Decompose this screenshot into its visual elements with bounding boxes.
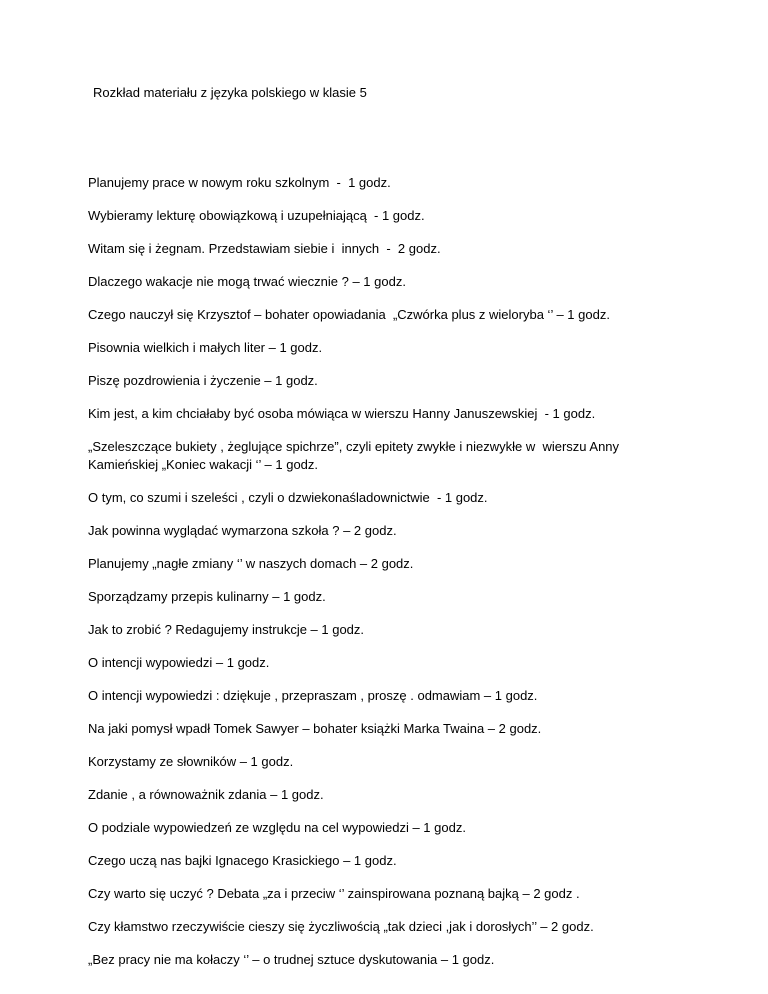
- lesson-item: O podziale wypowiedzeń ze względu na cel wypowiedzi – 1 godz.: [88, 820, 466, 835]
- lesson-item: Kim jest, a kim chciałaby być osoba mówiąca w wierszu Hanny Januszewskiej - 1 godz.: [88, 406, 596, 421]
- lesson-item: O intencji wypowiedzi : dziękuje , przepraszam , proszę . odmawiam – 1 godz.: [88, 688, 538, 703]
- lesson-item: Czy kłamstwo rzeczywiście cieszy się życzliwością „tak dzieci ,jak i dorosłych’’ – 2 godz.: [88, 919, 594, 934]
- lesson-item: Piszę pozdrowienia i życzenie – 1 godz.: [88, 373, 318, 388]
- lesson-item: Zdanie , a równoważnik zdania – 1 godz.: [88, 787, 324, 802]
- lesson-item: Czego uczą nas bajki Ignacego Krasickiego – 1 godz.: [88, 853, 397, 868]
- lesson-item: Witam się i żegnam. Przedstawiam siebie i innych - 2 godz.: [88, 241, 441, 256]
- lesson-item: Jak to zrobić ? Redagujemy instrukcje – 1 godz.: [88, 622, 365, 637]
- lesson-item: Czy warto się uczyć ? Debata „za i przeciw ‘’ zainspirowana poznaną bajką – 2 godz .: [88, 886, 580, 901]
- lesson-item: „Szeleszczące bukiety , żeglujące spichrze”, czyli epitety zwykłe i niezwykłe w wierszu Anny Kamieńskiej „Koniec wakacji ‘’ – 1 godz.: [88, 439, 623, 472]
- lesson-item: Sporządzamy przepis kulinarny – 1 godz.: [88, 589, 326, 604]
- lesson-item: Korzystamy ze słowników – 1 godz.: [88, 754, 294, 769]
- lesson-item: „Bez pracy nie ma kołaczy ‘’ – o trudnej sztuce dyskutowania – 1 godz.: [88, 952, 495, 967]
- lesson-item: Czego nauczył się Krzysztof – bohater opowiadania „Czwórka plus z wieloryba ‘’ – 1 godz.: [88, 307, 610, 322]
- lesson-item: Wybieramy lekturę obowiązkową i uzupełniającą - 1 godz.: [88, 208, 425, 223]
- lesson-list: [88, 174, 648, 984]
- document-title: Rozkład materiału z języka polskiego w klasie 5: [93, 85, 367, 100]
- lesson-item: Planujemy „nagłe zmiany ‘’ w naszych domach – 2 godz.: [88, 556, 414, 571]
- lesson-item: Jak powinna wyglądać wymarzona szkoła ? – 2 godz.: [88, 523, 397, 538]
- lesson-item: O tym, co szumi i szeleści , czyli o dzwiekonaśladownictwie - 1 godz.: [88, 490, 488, 505]
- lesson-item: Pisownia wielkich i małych liter – 1 godz.: [88, 340, 323, 355]
- lesson-item: O intencji wypowiedzi – 1 godz.: [88, 655, 270, 670]
- lesson-item: Planujemy prace w nowym roku szkolnym - 1 godz.: [88, 175, 391, 190]
- lesson-item: Na jaki pomysł wpadł Tomek Sawyer – bohater książki Marka Twaina – 2 godz.: [88, 721, 542, 736]
- lesson-item: Dlaczego wakacje nie mogą trwać wiecznie ? – 1 godz.: [88, 274, 406, 289]
